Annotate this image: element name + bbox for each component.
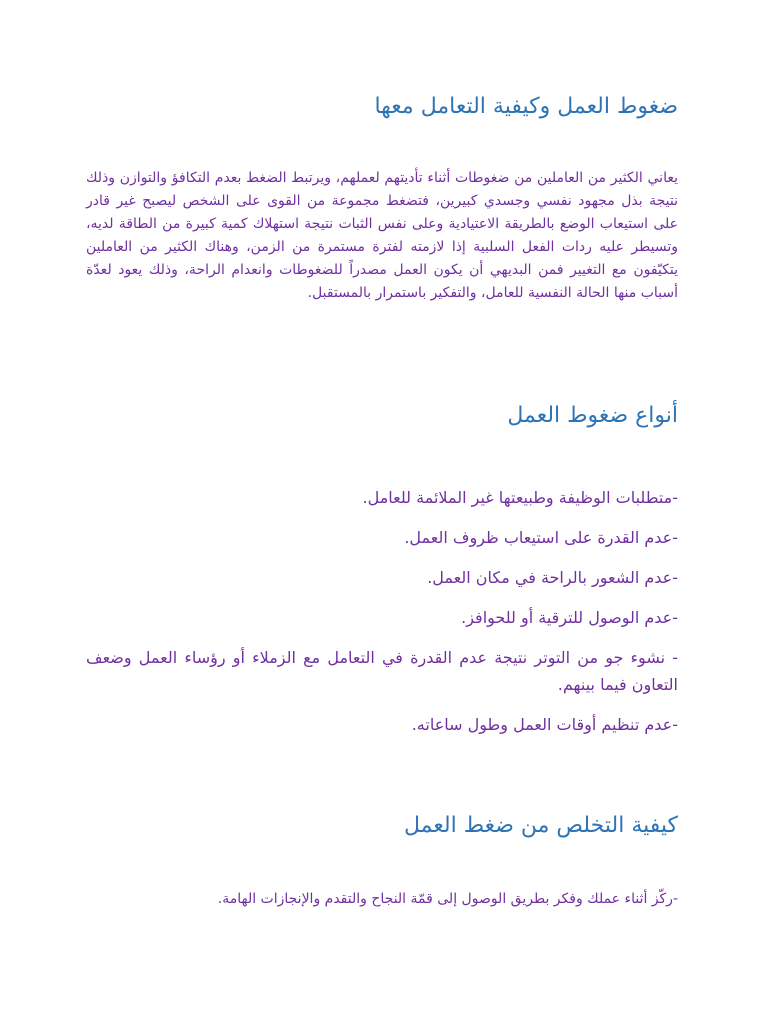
intro-paragraph: يعاني الكثير من العاملين من ضغوطات أثناء تأديتهم لعملهم، ويرتبط الضغط بعدم التكافؤ والتوازن وذلك نتيجة بذل مجهود نفسي وجسدي كبيرين، فتضغط مجموعة من القوى على الشخص ليصبح غير قادر على استيعاب الوضع بالطريقة الاعتيادية وعلى نفس الثبات نتيجة استهلاك كمية كبيرة من الطاقة لديه، وتسيطر عليه ردات الفعل السلبية إذا لازمته لفترة مستمرة من الزمن، وهناك الكثير من العاملين يتكيّفون مع التغيير فمن البديهي أن يكون العمل مصدراً للضغوطات وانعدام الراحة، وذلك يعود لعدّة أسباب منها الحالة النفسية للعامل، والتفكير باستمرار بالمستقبل. [86,170,678,301]
list-item: -عدم القدرة على استيعاب ظروف العمل. [404,528,678,547]
list-item: -عدم الشعور بالراحة في مكان العمل. [427,568,678,587]
list-item: -عدم الوصول للترقية أو للحوافز. [461,608,678,627]
coping-tip: -ركّز أثناء عملك وفكر بطريق الوصول إلى قمّة النجاح والتقدم والإنجازات الهامة. [217,891,678,907]
stress-types-list [86,484,678,751]
list-item: - نشوء جو من التوتر نتيجة عدم القدرة في التعامل مع الزملاء أو رؤساء العمل وضعف التعاون فيما بينهم. [86,648,678,694]
section-title-types: أنواع ضغوط العمل [507,403,678,428]
section-title-work-stress: ضغوط العمل وكيفية التعامل معها [374,94,678,119]
list-item: -متطلبات الوظيفة وطبيعتها غير الملائمة للعامل. [362,488,678,507]
section-title-coping: كيفية التخلص من ضغط العمل [403,813,678,838]
list-item: -عدم تنظيم أوقات العمل وطول ساعاته. [411,715,678,734]
